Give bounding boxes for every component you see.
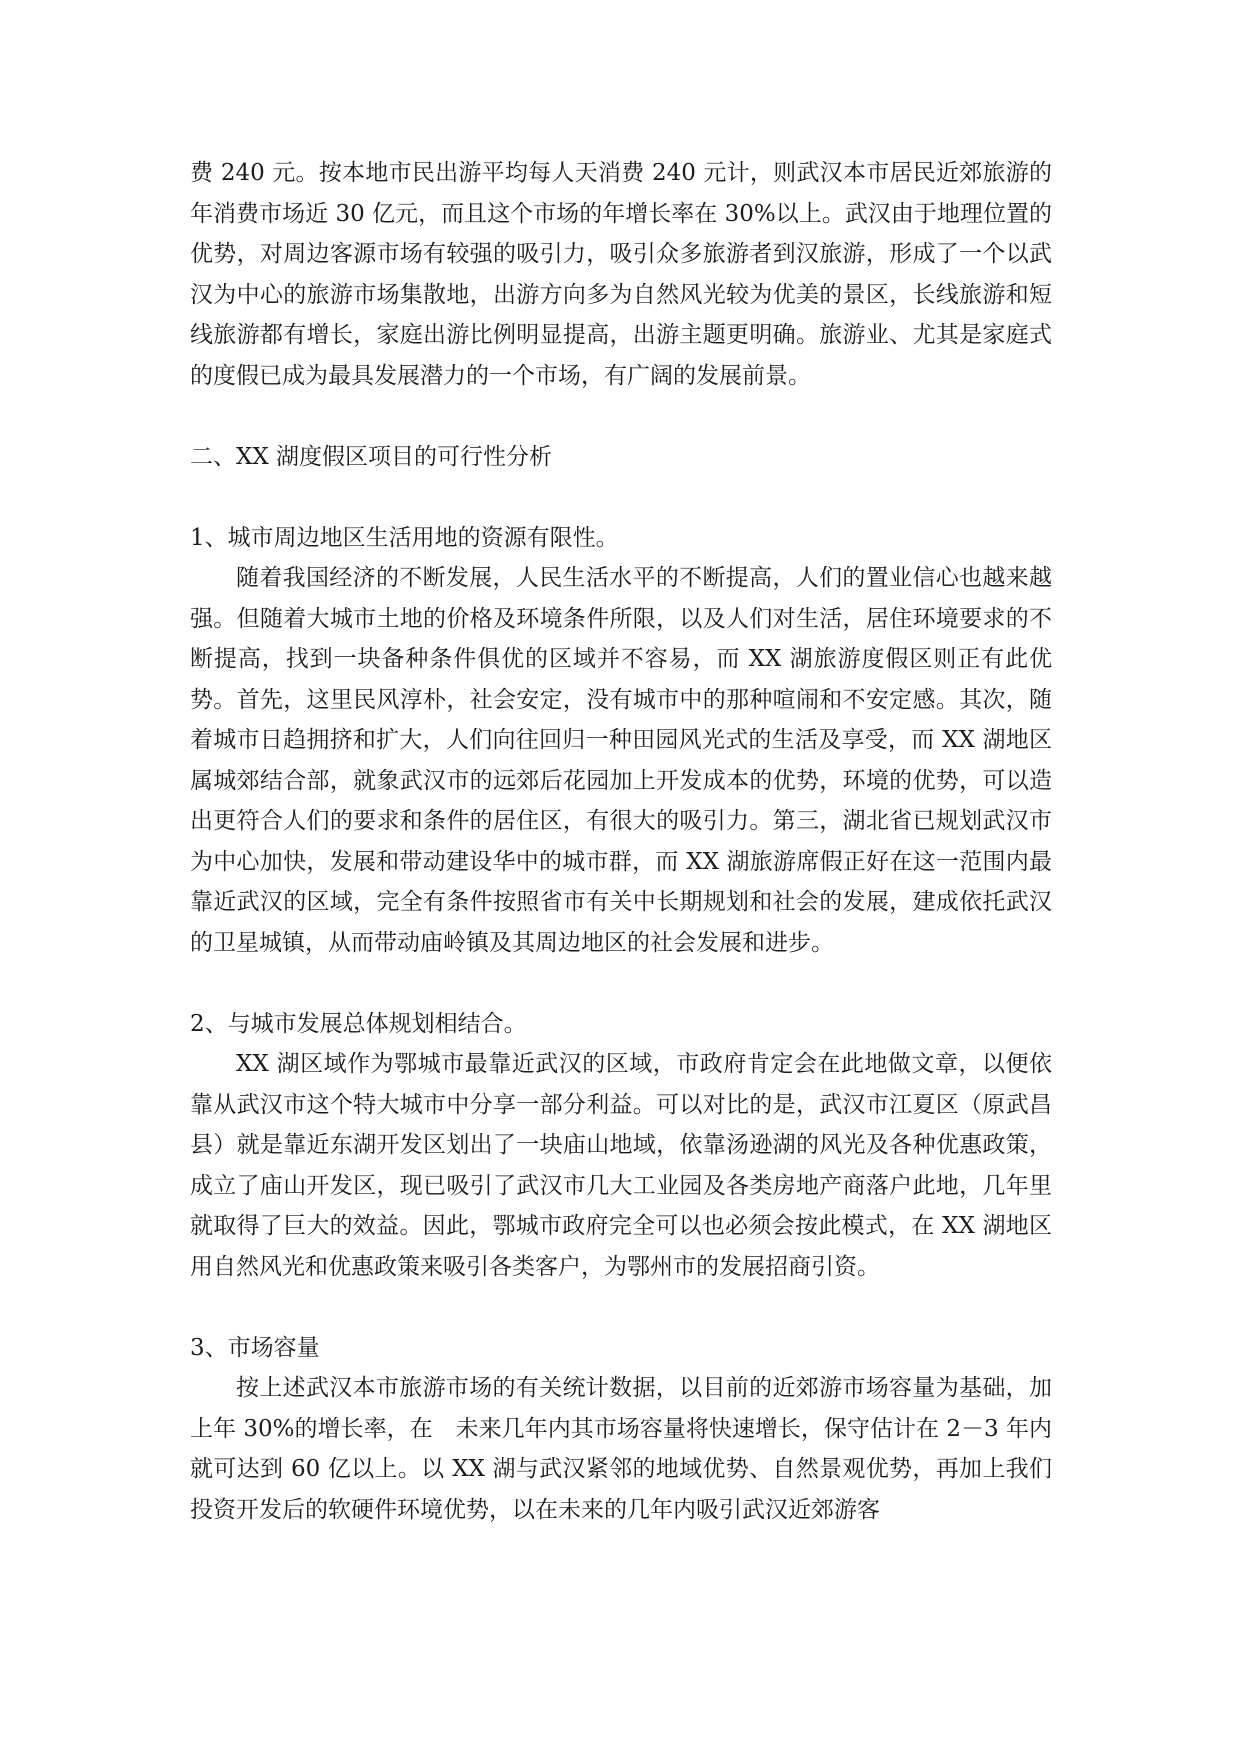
intro-paragraph: 费 240 元。按本地市民出游平均每人天消费 240 元计，则武汉本市居民近郊旅游的年消费市场近 30 亿元，而且这个市场的年增长率在 30%以上。武汉由于地理位置的优势，对周边客源市场有较强的吸引力，吸引众多旅游者到汉旅游，形成了一个以武汉为中心的旅游市场集散地，出游方向多为自然风光较为优美的景区，长线旅游和短线旅游都有增长，家庭出游比例明显提高，出游主题更明确。旅游业、尤其是家庭式的度假已成为最具发展潜力的一个市场，有广阔的发展前景。 bbox=[190, 160, 1052, 389]
subsection-heading-2: 2、与城市发展总体规划相结合。 bbox=[190, 1010, 527, 1037]
subsection-heading-1: 1、城市周边地区生活用地的资源有限性。 bbox=[190, 524, 619, 551]
paragraph-gap bbox=[190, 963, 1052, 1004]
paragraph-gap bbox=[190, 1287, 1052, 1328]
paragraph-gap bbox=[190, 396, 1052, 437]
subsection-heading-3: 3、市场容量 bbox=[190, 1334, 320, 1361]
subsection-2-paragraph: XX 湖区域作为鄂城市最靠近武汉的区域，市政府肯定会在此地做文章，以便依靠从武汉市这个特大城市中分享一部分利益。可以对比的是，武汉市江夏区（原武昌县）就是靠近东湖开发区划出了一块庙山地域，依靠汤逊湖的风光及各种优惠政策，成立了庙山开发区，现已吸引了武汉市几大工业园及各类房地产商落户此地，几年里就取得了巨大的效益。因此，鄂城市政府完全可以也必须会按此模式，在 XX 湖地区用自然风光和优惠政策来吸引各类客户，为鄂州市的发展招商引资。 bbox=[190, 1051, 1052, 1280]
section-heading: 二、XX 湖度假区项目的可行性分析 bbox=[190, 443, 553, 470]
subsection-3-paragraph: 按上述武汉本市旅游市场的有关统计数据，以目前的近郊游市场容量为基础，加上年 30%的增长率，在 未来几年内其市场容量将快速增长，保守估计在 2－3 年内就可达到 60 亿以上。以 XX 湖与武汉紧邻的地域优势、自然景观优势，再加上我们投资开发后的软硬件环境优势，以在未来的几年内吸引武汉近郊游客 bbox=[190, 1375, 1052, 1523]
document-body bbox=[190, 153, 1052, 1530]
subsection-1-paragraph: 随着我国经济的不断发展，人民生活水平的不断提高，人们的置业信心也越来越强。但随着大城市土地的价格及环境条件所限，以及人们对生活，居住环境要求的不断提高，找到一块备种条件俱优的区域并不容易，而 XX 湖旅游度假区则正有此优势。首先，这里民风淳朴，社会安定，没有城市中的那种喧闹和不安定感。其次，随着城市日趋拥挤和扩大，人们向往回归一种田园风光式的生活及享受，而 XX 湖地区属城郊结合部，就象武汉市的远郊后花园加上开发成本的优势，环境的优势，可以造出更符合人们的要求和条件的居住区，有很大的吸引力。第三，湖北省已规划武汉市为中心加快，发展和带动建设华中的城市群，而 XX 湖旅游席假正好在这一范围内最靠近武汉的区域，完全有条件按照省市有关中长期规划和社会的发展，建成依托武汉的卫星城镇，从而带动庙岭镇及其周边地区的社会发展和进步。 bbox=[190, 565, 1052, 956]
paragraph-gap bbox=[190, 477, 1052, 518]
